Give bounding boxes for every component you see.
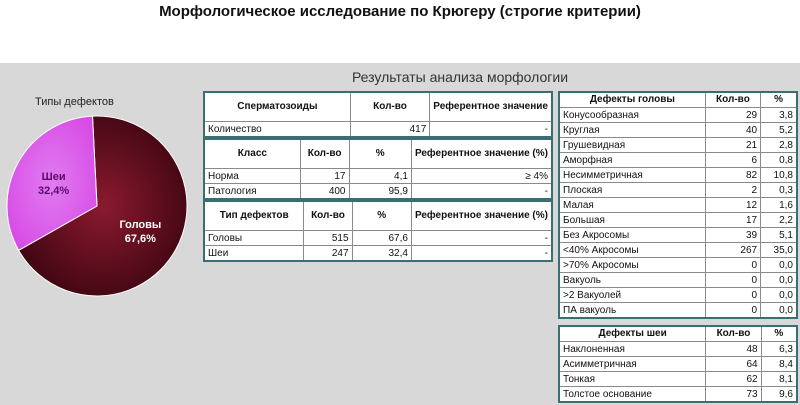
table-header-row <box>559 326 797 342</box>
count-value: 17 <box>705 213 760 228</box>
table-row <box>204 231 552 246</box>
defect-name: Плоская <box>559 183 705 198</box>
defect-name: Аморфная <box>559 153 705 168</box>
count-value: 64 <box>706 357 761 372</box>
count-value: 0 <box>705 303 760 319</box>
col-header: Кол-во <box>304 201 352 231</box>
page-title: Морфологическое исследование по Крюгеру (строгие критерии) <box>159 3 641 20</box>
table-row <box>559 123 797 138</box>
percent-value: 10,8 <box>761 168 797 183</box>
col-header: Дефекты шеи <box>559 326 706 342</box>
defect-name: <40% Акросомы <box>559 243 705 258</box>
row-label: Норма <box>204 169 300 184</box>
col-header: Референтное значение (%) <box>411 139 552 169</box>
reference-value: ≥ 4% <box>411 169 552 184</box>
percent-value: 0,3 <box>761 183 797 198</box>
count-value: 39 <box>705 228 760 243</box>
panel-title: Результаты анализа морфологии <box>351 69 569 85</box>
row-label: Шеи <box>204 246 304 262</box>
col-header: % <box>352 201 411 231</box>
pie-chart-title: Типы дефектов <box>35 96 114 108</box>
col-header: Референтное значение (%) <box>411 201 552 231</box>
reference-value: - <box>411 184 552 200</box>
table-row <box>559 183 797 198</box>
table-row <box>204 122 552 138</box>
table-header-row <box>204 139 552 169</box>
percent-value: 8,4 <box>761 357 797 372</box>
count-value: 73 <box>706 387 761 403</box>
percent-value: 9,6 <box>761 387 797 403</box>
table-header-row <box>204 201 552 231</box>
col-header: % <box>349 139 411 169</box>
percent-value: 5,2 <box>761 123 797 138</box>
defect-name: ПА вакуоль <box>559 303 705 319</box>
percent-value: 3,8 <box>761 108 797 123</box>
defect-name: Конусообразная <box>559 108 705 123</box>
count-value: 82 <box>705 168 760 183</box>
count-value: 48 <box>706 342 761 357</box>
slice-label-heads-name: Головы <box>119 218 162 231</box>
table-row <box>204 184 552 200</box>
col-header: Класс <box>204 139 300 169</box>
defect-name: Наклоненная <box>559 342 706 357</box>
table-row <box>559 342 797 357</box>
col-header: Кол-во <box>350 92 430 122</box>
defect-name: Грушевидная <box>559 138 705 153</box>
col-header: Референтное значение <box>430 92 552 122</box>
reference-value: - <box>411 246 552 262</box>
count-value: 0 <box>705 273 760 288</box>
percent-value: 0,0 <box>761 258 797 273</box>
slice-label-necks-name: Шеи <box>41 171 66 184</box>
table-row <box>559 138 797 153</box>
percent-value: 0,0 <box>761 303 797 319</box>
defect-name: Большая <box>559 213 705 228</box>
count-value: 417 <box>350 122 430 138</box>
head-defects-table <box>558 91 798 319</box>
col-header: Кол-во <box>300 139 349 169</box>
defect-name: Вакуоль <box>559 273 705 288</box>
count-value: 12 <box>705 198 760 213</box>
percent-value: 0,8 <box>761 153 797 168</box>
row-label: Количество <box>204 122 350 138</box>
percent-value: 6,3 <box>761 342 797 357</box>
percent-value: 0,0 <box>761 273 797 288</box>
count-value: 29 <box>705 108 760 123</box>
col-header: Сперматозоиды <box>204 92 350 122</box>
count-value: 21 <box>705 138 760 153</box>
percent-value: 35,0 <box>761 243 797 258</box>
table-row <box>559 198 797 213</box>
col-header: Кол-во <box>706 326 761 342</box>
table-row <box>559 303 797 319</box>
table-row <box>559 228 797 243</box>
table-row <box>559 258 797 273</box>
percent-value: 1,6 <box>761 198 797 213</box>
reference-value: - <box>430 122 552 138</box>
defect-name: Малая <box>559 198 705 213</box>
table-row <box>559 168 797 183</box>
table-row <box>559 213 797 228</box>
count-value: 62 <box>706 372 761 387</box>
row-label: Патология <box>204 184 300 200</box>
percent-value: 5,1 <box>761 228 797 243</box>
defect-name: Толстое основание <box>559 387 706 403</box>
percent-value: 67,6 <box>352 231 411 246</box>
col-header: % <box>761 326 797 342</box>
table-row <box>204 246 552 262</box>
count-value: 2 <box>705 183 760 198</box>
table-row <box>559 243 797 258</box>
table-row <box>559 357 797 372</box>
slice-label-heads-percent: 67,6% <box>124 232 156 245</box>
count-value: 40 <box>705 123 760 138</box>
percent-value: 0,0 <box>761 288 797 303</box>
percent-value: 32,4 <box>352 246 411 262</box>
reference-value: - <box>411 231 552 246</box>
count-value: 267 <box>705 243 760 258</box>
slice-label-necks-percent: 32,4% <box>38 185 70 198</box>
percent-value: 95,9 <box>349 184 411 200</box>
count-value: 0 <box>705 258 760 273</box>
defect-name: Тонкая <box>559 372 706 387</box>
percent-value: 8,1 <box>761 372 797 387</box>
count-value: 6 <box>705 153 760 168</box>
sperm-count-table <box>203 91 553 138</box>
defect-types-pie-chart <box>4 113 190 299</box>
col-header: Тип дефектов <box>204 201 304 231</box>
defect-name: Несимметричная <box>559 168 705 183</box>
percent-value: 4,1 <box>349 169 411 184</box>
neck-defects-table <box>558 325 798 403</box>
count-value: 247 <box>304 246 352 262</box>
col-header: Дефекты головы <box>559 92 705 108</box>
count-value: 400 <box>300 184 349 200</box>
defect-name: >70% Акросомы <box>559 258 705 273</box>
table-row <box>559 108 797 123</box>
col-header: % <box>761 92 797 108</box>
defect-type-table <box>203 200 553 262</box>
table-header-row <box>559 92 797 108</box>
table-row <box>559 387 797 403</box>
table-row <box>204 169 552 184</box>
percent-value: 2,8 <box>761 138 797 153</box>
results-panel <box>0 63 800 405</box>
defect-name: >2 Вакуолей <box>559 288 705 303</box>
defect-name: Асимметричная <box>559 357 706 372</box>
row-label: Головы <box>204 231 304 246</box>
class-table <box>203 138 553 200</box>
count-value: 515 <box>304 231 352 246</box>
defect-name: Круглая <box>559 123 705 138</box>
count-value: 17 <box>300 169 349 184</box>
table-row <box>559 372 797 387</box>
defect-name: Без Акросомы <box>559 228 705 243</box>
count-value: 0 <box>705 288 760 303</box>
table-header-row <box>204 92 552 122</box>
table-row <box>559 273 797 288</box>
table-row <box>559 288 797 303</box>
col-header: Кол-во <box>705 92 760 108</box>
table-row <box>559 153 797 168</box>
percent-value: 2,2 <box>761 213 797 228</box>
